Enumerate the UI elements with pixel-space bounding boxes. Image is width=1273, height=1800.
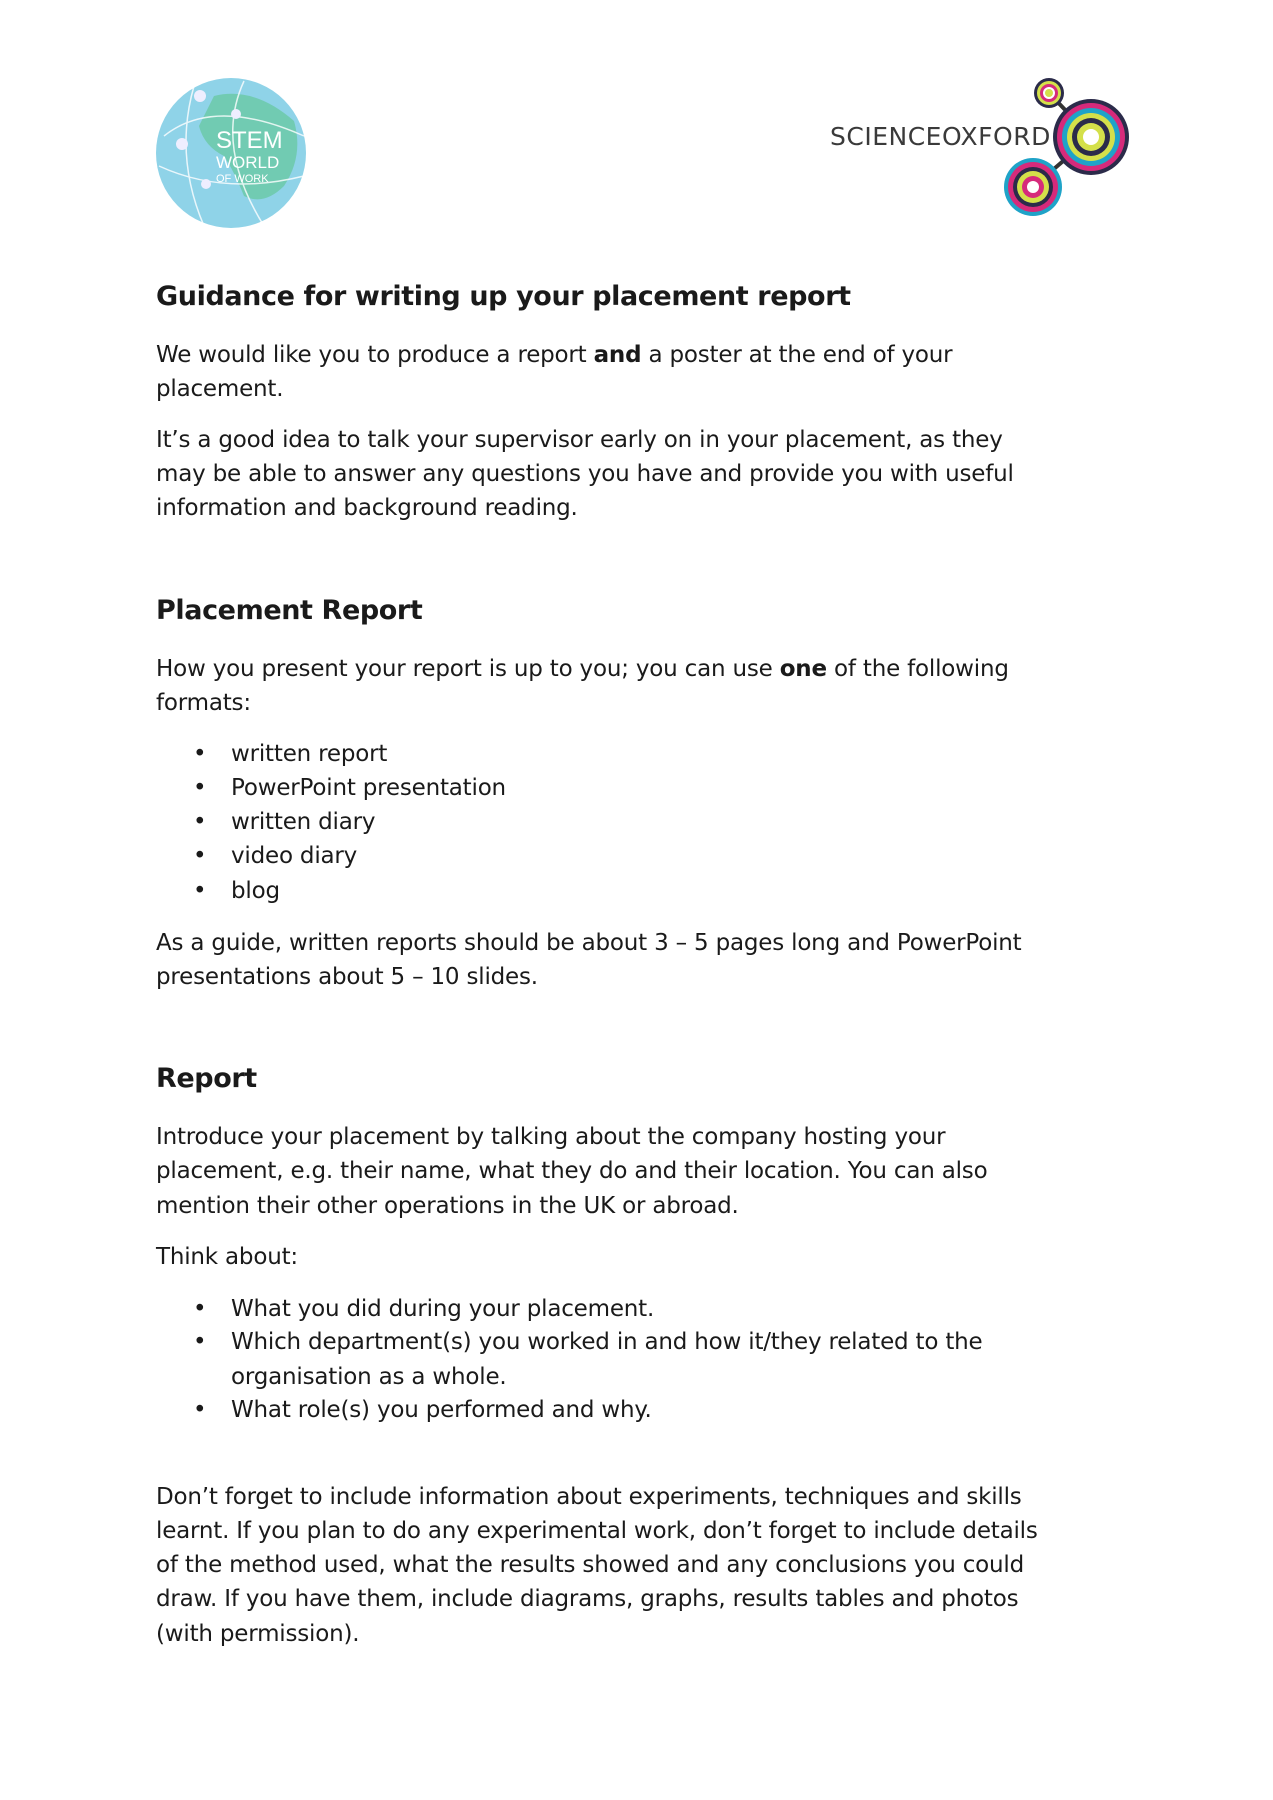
- svg-text:WORLD: WORLD: [216, 153, 280, 172]
- page-title: Guidance for writing up your placement report: [156, 281, 851, 312]
- bullet-icon: •: [193, 1329, 207, 1355]
- guide-paragraph-line: presentations about 5 – 10 slides.: [156, 964, 538, 990]
- format-list-item: PowerPoint presentation: [231, 775, 506, 801]
- format-list-item: written diary: [231, 809, 376, 835]
- bold-text: and: [593, 342, 642, 368]
- bullet-icon: •: [193, 741, 207, 767]
- think-list-item: What you did during your placement.: [231, 1296, 655, 1322]
- science-oxford-rings-icon: [1000, 75, 1135, 225]
- stem-world-of-work-logo: [154, 76, 308, 230]
- closing-paragraph-line: (with permission).: [156, 1621, 360, 1647]
- section-heading-placement-report: Placement Report: [156, 595, 423, 626]
- think-list-item: What role(s) you performed and why.: [231, 1397, 652, 1423]
- intro-paragraph-1: [156, 338, 952, 372]
- closing-paragraph-line: learnt. If you plan to do any experimental work, don’t forget to include details: [156, 1518, 1038, 1544]
- placement-report-paragraph: [156, 652, 1009, 686]
- science-oxford-logo-text: SCIENCEOXFORD: [830, 122, 1051, 151]
- intro-paragraph-2-line: information and background reading.: [156, 495, 578, 521]
- format-list-item: video diary: [231, 843, 358, 869]
- text: We would like you to produce a report: [156, 342, 594, 368]
- bullet-icon: •: [193, 1296, 207, 1322]
- bullet-icon: •: [193, 809, 207, 835]
- format-list-item: blog: [231, 878, 280, 904]
- report-intro-line: mention their other operations in the UK or abroad.: [156, 1193, 739, 1219]
- svg-text:OF WORK: OF WORK: [216, 173, 269, 185]
- intro-paragraph-2-line: It’s a good idea to talk your supervisor early on in your placement, as they: [156, 427, 1003, 453]
- bullet-icon: •: [193, 878, 207, 904]
- closing-paragraph-line: Don’t forget to include information about experiments, techniques and skills: [156, 1484, 1022, 1510]
- text: a poster at the end of your: [641, 342, 953, 368]
- report-intro-line: placement, e.g. their name, what they do and their location. You can also: [156, 1158, 988, 1184]
- bold-text: one: [779, 656, 827, 682]
- bullet-icon: •: [193, 1397, 207, 1423]
- text: How you present your report is up to you; you can use: [156, 656, 780, 682]
- logo-text-stem: STEM: [216, 127, 283, 154]
- closing-paragraph-line: of the method used, what the results showed and any conclusions you could: [156, 1552, 1024, 1578]
- think-list-item-continuation: organisation as a whole.: [231, 1364, 507, 1390]
- format-list-item: written report: [231, 741, 388, 767]
- placement-report-paragraph-line-2: formats:: [156, 690, 251, 716]
- intro-paragraph-2-line: may be able to answer any questions you have and provide you with useful: [156, 461, 1014, 487]
- bullet-icon: •: [193, 843, 207, 869]
- think-about-label: Think about:: [156, 1244, 298, 1270]
- bullet-icon: •: [193, 775, 207, 801]
- report-intro-line: Introduce your placement by talking about the company hosting your: [156, 1124, 946, 1150]
- text: of the following: [826, 656, 1009, 682]
- intro-paragraph-1-line-2: placement.: [156, 376, 284, 402]
- think-list-item: Which department(s) you worked in and how it/they related to the: [231, 1329, 983, 1355]
- closing-paragraph-line: draw. If you have them, include diagrams, graphs, results tables and photos: [156, 1586, 1019, 1612]
- section-heading-report: Report: [156, 1063, 257, 1094]
- guide-paragraph-line: As a guide, written reports should be about 3 – 5 pages long and PowerPoint: [156, 930, 1022, 956]
